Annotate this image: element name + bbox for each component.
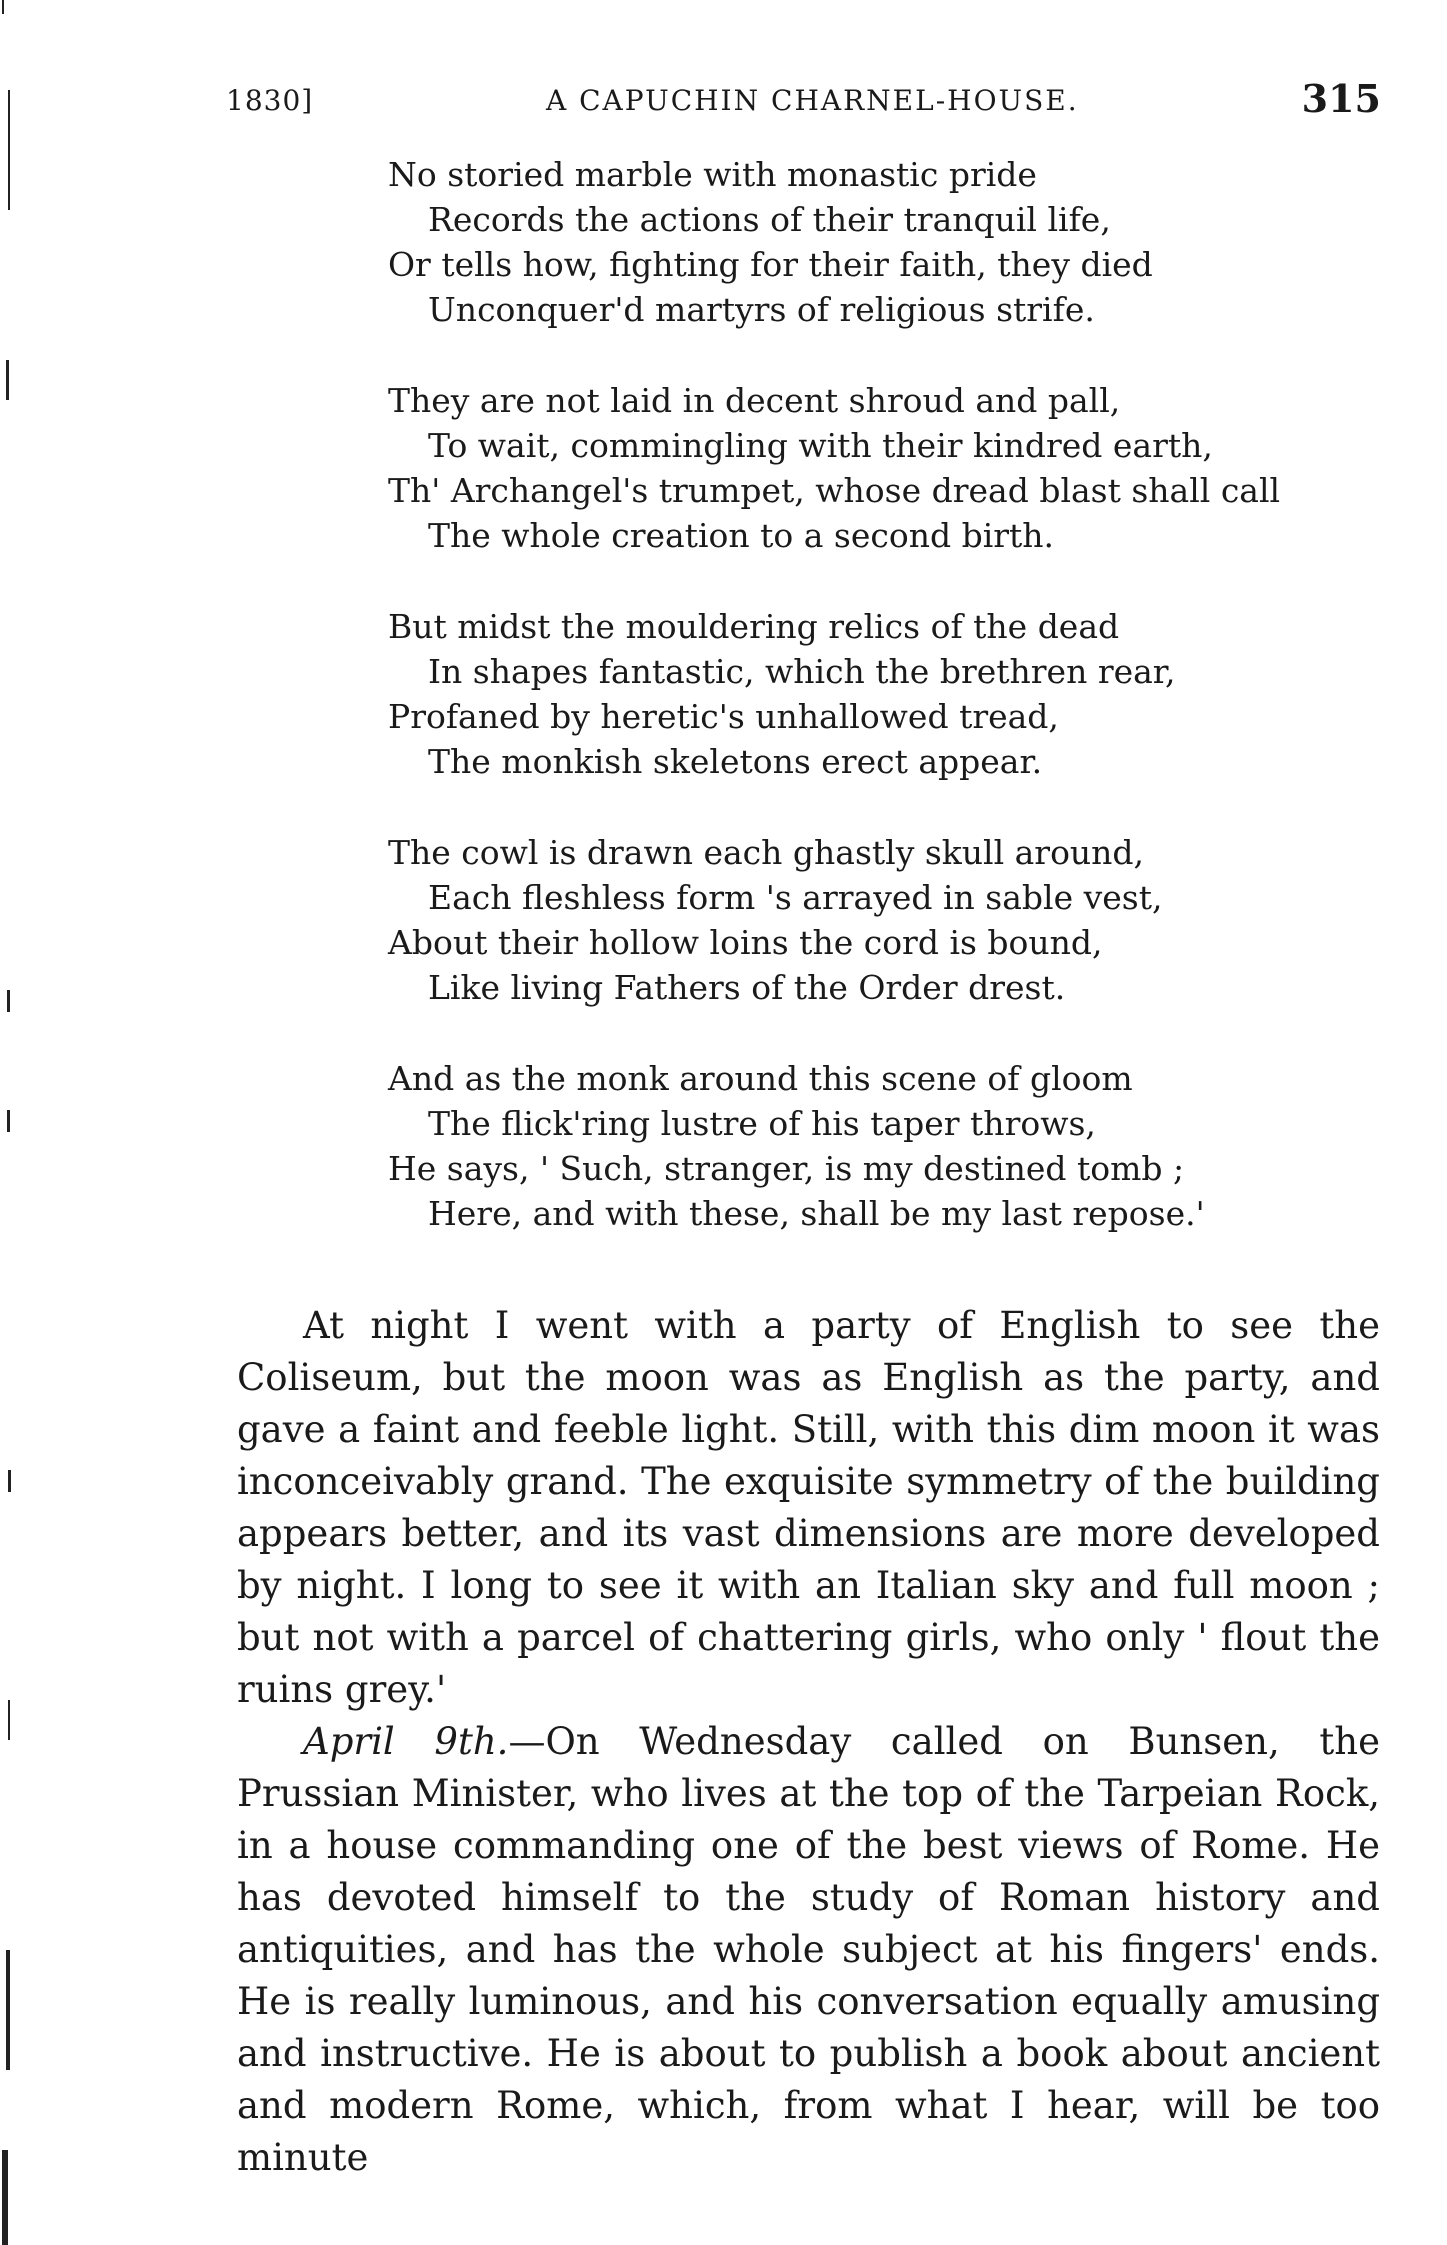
entry-date: April 9th. bbox=[303, 1720, 509, 1763]
poem-line: In shapes fantastic, which the brethren rear, bbox=[428, 652, 1176, 691]
page-number: 315 bbox=[1301, 76, 1381, 121]
header-year: 1830] bbox=[226, 84, 314, 117]
scan-binding-edge bbox=[0, 0, 12, 2245]
poem-line: Unconquer'd martyrs of religious strife. bbox=[428, 290, 1095, 329]
paragraph-april-text: —On Wednesday called on Bunsen, the Prussian Minister, who lives at the top of the Tarpeian Rock, in a house commanding one of the best views of Rome. He has devoted himself to the study of Roman history and antiquities, and has the whole subject at his fingers' ends. He is really luminous, and his conversation equally amusing and instructive. He is about to publish a book about ancient and modern Rome, which, from what I hear, will be too minute bbox=[237, 1720, 1380, 2179]
poem-stanza bbox=[388, 604, 1378, 784]
poem-line: About their hollow loins the cord is bound, bbox=[388, 923, 1103, 962]
poem-line: Each fleshless form 's arrayed in sable vest, bbox=[428, 878, 1163, 917]
poem-line: No storied marble with monastic pride bbox=[388, 155, 1037, 194]
poem-stanza bbox=[388, 378, 1378, 558]
poem-line: He says, ' Such, stranger, is my destined tomb ; bbox=[388, 1149, 1185, 1188]
poem-line: Or tells how, fighting for their faith, they died bbox=[388, 245, 1153, 284]
poem-stanza bbox=[388, 830, 1378, 1010]
poem-line: The whole creation to a second birth. bbox=[428, 516, 1055, 555]
poem-line: The monkish skeletons erect appear. bbox=[428, 742, 1043, 781]
poem-line: Records the actions of their tranquil life, bbox=[428, 200, 1111, 239]
poem bbox=[388, 152, 1378, 1282]
poem-stanza bbox=[388, 152, 1378, 332]
poem-line: The cowl is drawn each ghastly skull around, bbox=[388, 833, 1145, 872]
poem-line: Here, and with these, shall be my last repose.' bbox=[428, 1194, 1205, 1233]
running-header bbox=[226, 76, 1381, 126]
poem-line: And as the monk around this scene of gloom bbox=[388, 1059, 1133, 1098]
poem-line: Like living Fathers of the Order drest. bbox=[428, 968, 1066, 1007]
paragraph-april bbox=[237, 1716, 1380, 2184]
poem-line: Profaned by heretic's unhallowed tread, bbox=[388, 697, 1059, 736]
poem-line: To wait, commingling with their kindred earth, bbox=[428, 426, 1213, 465]
poem-stanza bbox=[388, 1056, 1378, 1236]
paragraph-coliseum: At night I went with a party of English to see the Coliseum, but the moon was as English as the party, and gave a faint and feeble light. Still, with this dim moon it was inconceivably grand. The exquisite symmetry of the building appears better, and its vast dimensions are more developed by night. I long to see it with an Italian sky and full moon ; but not with a parcel of chattering girls, who only ' flout the ruins grey.' bbox=[237, 1304, 1380, 1711]
poem-line: But midst the mouldering relics of the dead bbox=[388, 607, 1120, 646]
poem-line: They are not laid in decent shroud and pall, bbox=[388, 381, 1121, 420]
header-title: A CAPUCHIN CHARNEL-HOUSE. bbox=[546, 84, 1079, 117]
prose-body bbox=[237, 1300, 1380, 2184]
poem-line: Th' Archangel's trumpet, whose dread blast shall call bbox=[388, 471, 1281, 510]
poem-line: The flick'ring lustre of his taper throws, bbox=[428, 1104, 1096, 1143]
